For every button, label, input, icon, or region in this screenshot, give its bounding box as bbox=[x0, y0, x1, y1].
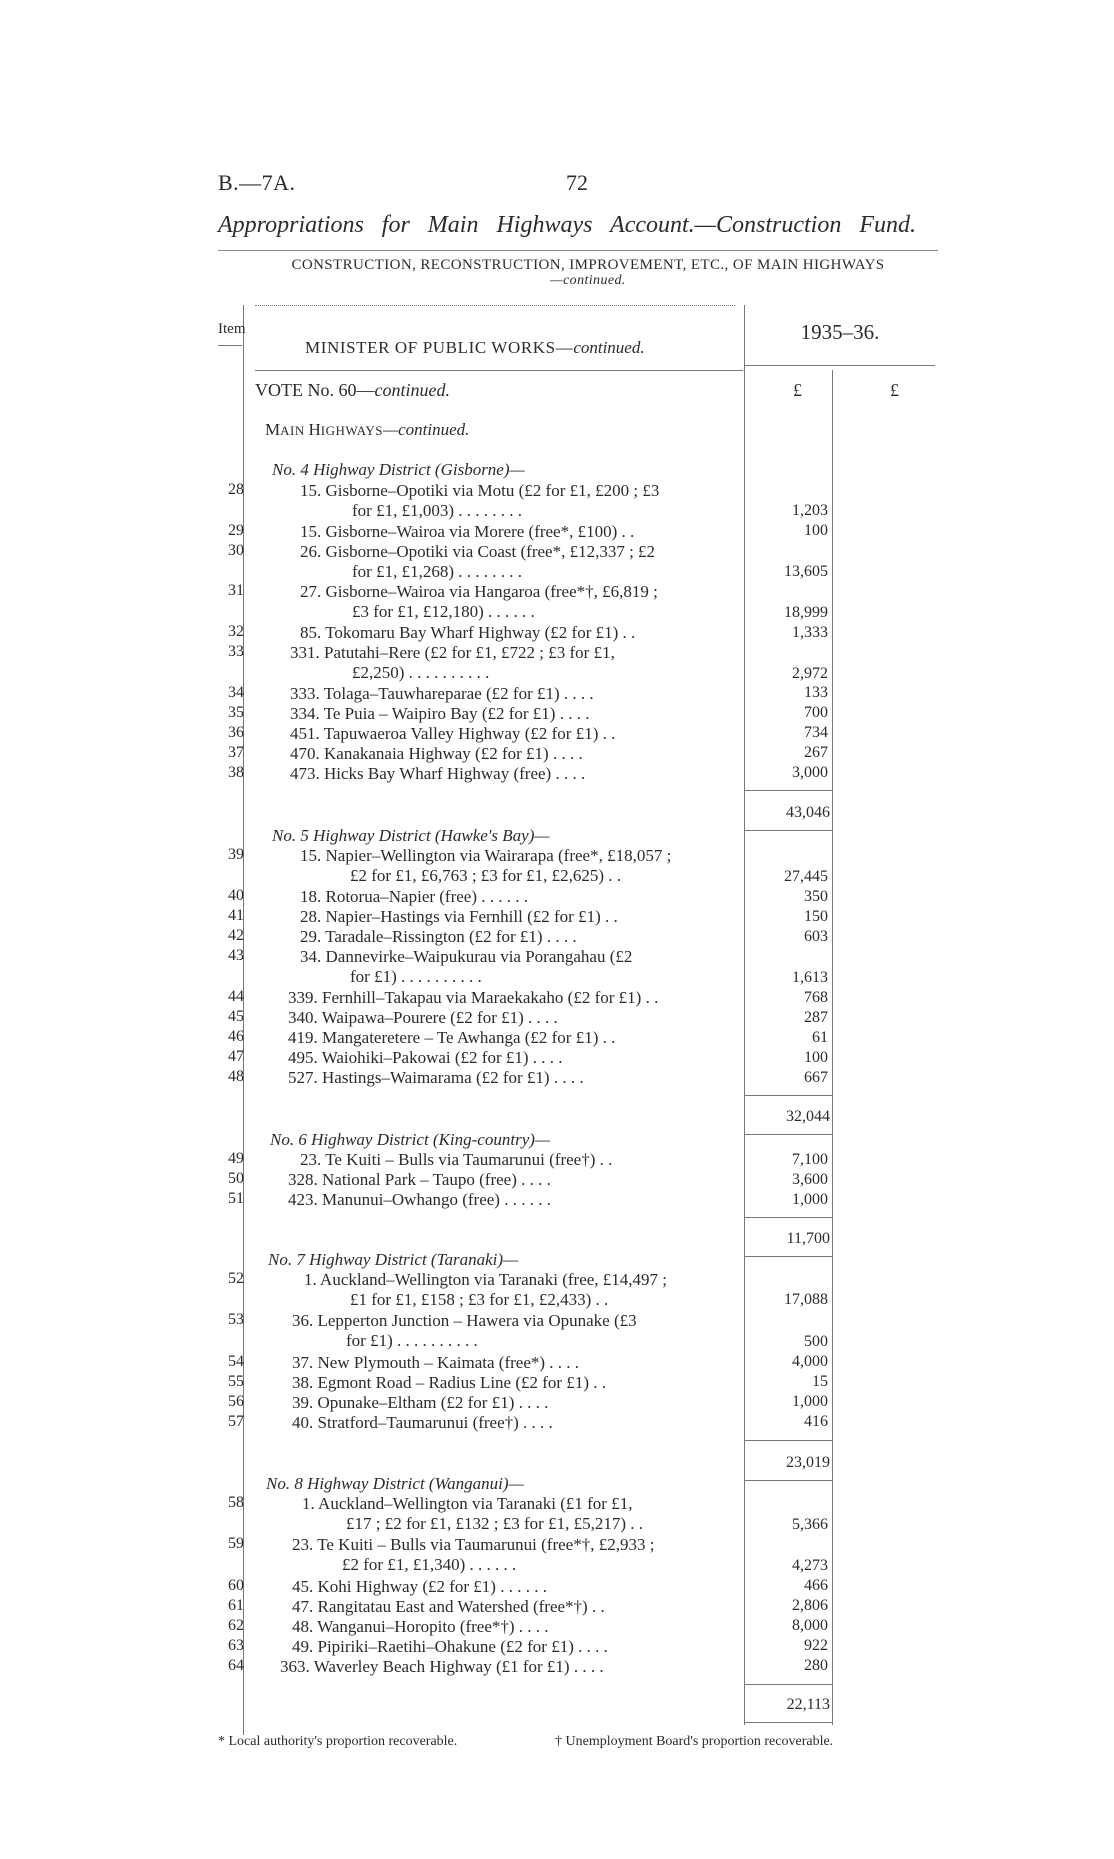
subtotal-underline bbox=[744, 830, 832, 831]
district-subtotal: 11,700 bbox=[786, 1230, 830, 1247]
item-number: 42 bbox=[228, 927, 244, 944]
item-amount: 350 bbox=[804, 888, 828, 905]
item-description: 470. Kanakanaia Highway (£2 for £1) . . . . bbox=[290, 744, 583, 763]
item-amount: 18,999 bbox=[784, 604, 828, 621]
vote-label: VOTE No. 60— bbox=[255, 380, 375, 400]
item-description: 331. Patutahi–Rere (£2 for £1, £722 ; £3 for £1, bbox=[290, 643, 615, 662]
minister-heading bbox=[305, 338, 645, 358]
subtotal-underline bbox=[744, 1722, 832, 1723]
item-amount: 922 bbox=[804, 1637, 828, 1654]
item-description: 28. Napier–Hastings via Fernhill (£2 for £1) . . bbox=[300, 907, 618, 926]
item-number: 43 bbox=[228, 947, 244, 964]
item-description: 15. Napier–Wellington via Wairarapa (free*, £18,057 ; bbox=[300, 846, 672, 865]
year-header: 1935–36. bbox=[800, 320, 880, 344]
item-number: 44 bbox=[228, 988, 244, 1005]
item-number: 57 bbox=[228, 1413, 244, 1430]
item-number: 33 bbox=[228, 643, 244, 660]
district-heading: No. 5 Highway District (Hawke's Bay)— bbox=[272, 826, 550, 845]
item-description-cont: £17 ; £2 for £1, £132 ; £3 for £1, £5,217) . . bbox=[346, 1514, 644, 1533]
subtotal-rule bbox=[744, 1217, 832, 1218]
item-description: 328. National Park – Taupo (free) . . . . bbox=[288, 1170, 551, 1189]
item-amount: 61 bbox=[812, 1029, 828, 1046]
item-description: 40. Stratford–Taumarunui (free†) . . . . bbox=[292, 1413, 553, 1432]
district-heading: No. 6 Highway District (King-country)— bbox=[270, 1130, 551, 1149]
item-description: 85. Tokomaru Bay Wharf Highway (£2 for £1) . . bbox=[300, 623, 636, 642]
item-number: 60 bbox=[228, 1577, 244, 1594]
item-amount: 416 bbox=[804, 1413, 828, 1430]
page-number: 72 bbox=[566, 170, 588, 195]
item-description: 26. Gisborne–Opotiki via Coast (free*, £12,337 ; £2 bbox=[300, 542, 656, 561]
item-amount: 1,203 bbox=[792, 502, 828, 519]
item-description: 15. Gisborne–Opotiki via Motu (£2 for £1, £200 ; £3 bbox=[300, 481, 660, 500]
item-description: 451. Tapuwaeroa Valley Highway (£2 for £1) . . bbox=[290, 724, 616, 743]
item-amount: 13,605 bbox=[784, 563, 828, 580]
district-heading: No. 7 Highway District (Taranaki)— bbox=[268, 1250, 519, 1269]
section-heading bbox=[218, 258, 958, 288]
item-description: 36. Lepperton Junction – Hawera via Opunake (£3 bbox=[292, 1311, 637, 1330]
item-description: 363. Waverley Beach Highway (£1 for £1) . . . . bbox=[280, 1657, 604, 1676]
item-number: 64 bbox=[228, 1657, 244, 1674]
item-description: 47. Rangitatau East and Watershed (free*†) . . bbox=[292, 1597, 605, 1616]
item-amount: 2,972 bbox=[792, 665, 828, 682]
item-amount: 667 bbox=[804, 1069, 828, 1086]
main-highways-heading bbox=[265, 420, 469, 440]
subtotal-underline bbox=[744, 1256, 832, 1257]
subtotal-underline bbox=[744, 1480, 832, 1481]
section-heading-continued: —continued. bbox=[550, 272, 626, 288]
item-amount: 8,000 bbox=[792, 1617, 828, 1634]
item-number: 37 bbox=[228, 744, 244, 761]
item-number: 56 bbox=[228, 1393, 244, 1410]
item-amount: 4,273 bbox=[792, 1557, 828, 1574]
item-description: 39. Opunake–Eltham (£2 for £1) . . . . bbox=[292, 1393, 549, 1412]
item-amount: 100 bbox=[804, 522, 828, 539]
item-number: 55 bbox=[228, 1373, 244, 1390]
item-number: 63 bbox=[228, 1637, 244, 1654]
currency-header-totals: £ bbox=[890, 380, 899, 400]
minister-label: MINISTER OF PUBLIC WORKS— bbox=[305, 338, 574, 357]
item-amount: 287 bbox=[804, 1009, 828, 1026]
item-amount: 133 bbox=[804, 684, 828, 701]
item-description: 419. Mangateretere – Te Awhanga (£2 for £1) . . bbox=[288, 1028, 616, 1047]
item-description: 27. Gisborne–Wairoa via Hangaroa (free*†, £6,819 ; bbox=[300, 582, 658, 601]
item-number: 32 bbox=[228, 623, 244, 640]
item-number: 53 bbox=[228, 1311, 244, 1328]
item-amount: 3,000 bbox=[792, 764, 828, 781]
main-highways-smallcaps-2: IGHWAYS bbox=[320, 423, 384, 438]
item-number: 36 bbox=[228, 724, 244, 741]
main-highways-cap: M bbox=[265, 420, 281, 439]
document-code: B.—7A. bbox=[218, 170, 296, 195]
district-subtotal: 32,044 bbox=[786, 1108, 830, 1125]
item-number: 39 bbox=[228, 846, 244, 863]
item-description: 495. Waiohiki–Pakowai (£2 for £1) . . . . bbox=[288, 1048, 563, 1067]
item-amount: 2,806 bbox=[792, 1597, 828, 1614]
item-description: 340. Waipawa–Pourere (£2 for £1) . . . . bbox=[288, 1008, 558, 1027]
item-number: 31 bbox=[228, 582, 244, 599]
item-number: 38 bbox=[228, 764, 244, 781]
item-description: 527. Hastings–Waimarama (£2 for £1) . . . . bbox=[288, 1068, 584, 1087]
item-description-cont: £1 for £1, £158 ; £3 for £1, £2,433) . . bbox=[350, 1290, 609, 1309]
main-highways-smallcaps: AIN bbox=[280, 423, 309, 438]
vote-heading bbox=[255, 380, 450, 401]
item-number: 48 bbox=[228, 1068, 244, 1085]
item-description: 18. Rotorua–Napier (free) . . . . . . bbox=[300, 887, 529, 906]
item-description: 339. Fernhill–Takapau via Maraekakaho (£2 for £1) . . bbox=[288, 988, 659, 1007]
amount-column-right-rule bbox=[832, 370, 833, 1725]
item-number: 41 bbox=[228, 907, 244, 924]
item-number: 54 bbox=[228, 1353, 244, 1370]
item-number: 34 bbox=[228, 684, 244, 701]
item-amount: 150 bbox=[804, 908, 828, 925]
minister-continued: continued. bbox=[573, 338, 645, 357]
item-number: 58 bbox=[228, 1494, 244, 1511]
district-subtotal: 23,019 bbox=[786, 1454, 830, 1471]
item-number: 40 bbox=[228, 887, 244, 904]
item-description: 23. Te Kuiti – Bulls via Taumarunui (free†) . . bbox=[300, 1150, 613, 1169]
item-amount: 15 bbox=[812, 1373, 828, 1390]
item-description: 333. Tolaga–Tauwhareparae (£2 for £1) . . . . bbox=[290, 684, 594, 703]
item-amount: 100 bbox=[804, 1049, 828, 1066]
district-heading: No. 8 Highway District (Wanganui)— bbox=[266, 1474, 524, 1493]
item-amount: 1,613 bbox=[792, 969, 828, 986]
item-amount: 27,445 bbox=[784, 868, 828, 885]
item-number: 29 bbox=[228, 522, 244, 539]
item-header-rule bbox=[218, 345, 242, 346]
item-amount: 5,366 bbox=[792, 1516, 828, 1533]
item-number: 28 bbox=[228, 481, 244, 498]
item-amount: 267 bbox=[804, 744, 828, 761]
item-amount: 280 bbox=[804, 1657, 828, 1674]
item-description-cont: for £1) . . . . . . . . . . bbox=[346, 1331, 478, 1350]
item-column-header: Item bbox=[218, 321, 246, 337]
district-subtotal: 43,046 bbox=[786, 804, 830, 821]
item-description: 48. Wanganui–Horopito (free*†) . . . . bbox=[292, 1617, 549, 1636]
subtotal-rule bbox=[744, 1684, 832, 1685]
item-description: 29. Taradale–Rissington (£2 for £1) . . . . bbox=[300, 927, 577, 946]
item-description-cont: £2 for £1, £6,763 ; £3 for £1, £2,625) . . bbox=[350, 866, 622, 885]
item-amount: 4,000 bbox=[792, 1353, 828, 1370]
item-description-cont: £2 for £1, £1,340) . . . . . . bbox=[342, 1555, 517, 1574]
item-description-cont: for £1, £1,003) . . . . . . . . bbox=[352, 501, 522, 520]
item-amount: 1,000 bbox=[792, 1393, 828, 1410]
subtotal-rule bbox=[744, 790, 832, 791]
item-number: 52 bbox=[228, 1270, 244, 1287]
item-description: 38. Egmont Road – Radius Line (£2 for £1) . . bbox=[292, 1373, 606, 1392]
item-amount: 1,333 bbox=[792, 624, 828, 641]
item-amount: 3,600 bbox=[792, 1171, 828, 1188]
item-description: 473. Hicks Bay Wharf Highway (free) . . . . bbox=[290, 764, 586, 783]
year-header-rule bbox=[745, 365, 935, 366]
item-amount: 768 bbox=[804, 989, 828, 1006]
item-description-cont: for £1) . . . . . . . . . . bbox=[350, 967, 482, 986]
item-description: 15. Gisborne–Wairoa via Morere (free*, £100) . . bbox=[300, 522, 635, 541]
item-amount: 700 bbox=[804, 704, 828, 721]
item-amount: 603 bbox=[804, 928, 828, 945]
item-amount: 500 bbox=[804, 1333, 828, 1350]
item-number: 47 bbox=[228, 1048, 244, 1065]
vote-header-rule bbox=[255, 370, 743, 371]
subtotal-rule bbox=[744, 1440, 832, 1441]
table-top-rule bbox=[255, 305, 735, 306]
item-number: 51 bbox=[228, 1190, 244, 1207]
vote-continued: continued. bbox=[374, 380, 450, 400]
page-title: Appropriations for Main Highways Account.—Construction Fund. bbox=[218, 212, 917, 238]
footnote-unemployment-board: † Unemployment Board's proportion recoverable. bbox=[555, 1734, 834, 1749]
title-rule bbox=[218, 250, 938, 251]
main-highways-continued: —continued. bbox=[383, 420, 470, 439]
item-description-cont: for £1, £1,268) . . . . . . . . bbox=[352, 562, 522, 581]
item-amount: 734 bbox=[804, 724, 828, 741]
subtotal-underline bbox=[744, 1134, 832, 1135]
currency-header-items: £ bbox=[793, 380, 802, 400]
item-number: 35 bbox=[228, 704, 244, 721]
item-description-cont: £3 for £1, £12,180) . . . . . . bbox=[352, 602, 535, 621]
subtotal-rule bbox=[744, 1095, 832, 1096]
district-heading: No. 4 Highway District (Gisborne)— bbox=[272, 460, 525, 479]
item-amount: 466 bbox=[804, 1577, 828, 1594]
item-description: 37. New Plymouth – Kaimata (free*) . . . . bbox=[292, 1353, 580, 1372]
item-description: 1. Auckland–Wellington via Taranaki (free, £14,497 ; bbox=[304, 1270, 668, 1289]
main-highways-cap-2: H bbox=[308, 420, 321, 439]
section-heading-line: CONSTRUCTION, RECONSTRUCTION, IMPROVEMENT, ETC., OF MAIN HIGHWAYS bbox=[291, 257, 885, 273]
item-description: 23. Te Kuiti – Bulls via Taumarunui (free*†, £2,933 ; bbox=[292, 1535, 655, 1554]
item-description: 34. Dannevirke–Waipukurau via Porangahau (£2 bbox=[300, 947, 633, 966]
item-number: 50 bbox=[228, 1170, 244, 1187]
item-description: 334. Te Puia – Waipiro Bay (£2 for £1) . . . . bbox=[290, 704, 590, 723]
item-description: 1. Auckland–Wellington via Taranaki (£1 for £1, bbox=[302, 1494, 633, 1513]
item-number: 45 bbox=[228, 1008, 244, 1025]
item-number: 49 bbox=[228, 1150, 244, 1167]
item-description: 423. Manunui–Owhango (free) . . . . . . bbox=[288, 1190, 551, 1209]
item-number: 62 bbox=[228, 1617, 244, 1634]
item-description: 45. Kohi Highway (£2 for £1) . . . . . . bbox=[292, 1577, 547, 1596]
footnote-local-authority: * Local authority's proportion recoverable. bbox=[218, 1734, 458, 1749]
district-subtotal: 22,113 bbox=[786, 1696, 830, 1713]
item-amount: 1,000 bbox=[792, 1191, 828, 1208]
item-number: 61 bbox=[228, 1597, 244, 1614]
item-description-cont: £2,250) . . . . . . . . . . bbox=[352, 663, 490, 682]
item-number: 30 bbox=[228, 542, 244, 559]
item-number: 46 bbox=[228, 1028, 244, 1045]
item-description: 49. Pipiriki–Raetihi–Ohakune (£2 for £1) . . . . bbox=[292, 1637, 608, 1656]
item-amount: 7,100 bbox=[792, 1151, 828, 1168]
item-amount: 17,088 bbox=[784, 1291, 828, 1308]
item-number: 59 bbox=[228, 1535, 244, 1552]
